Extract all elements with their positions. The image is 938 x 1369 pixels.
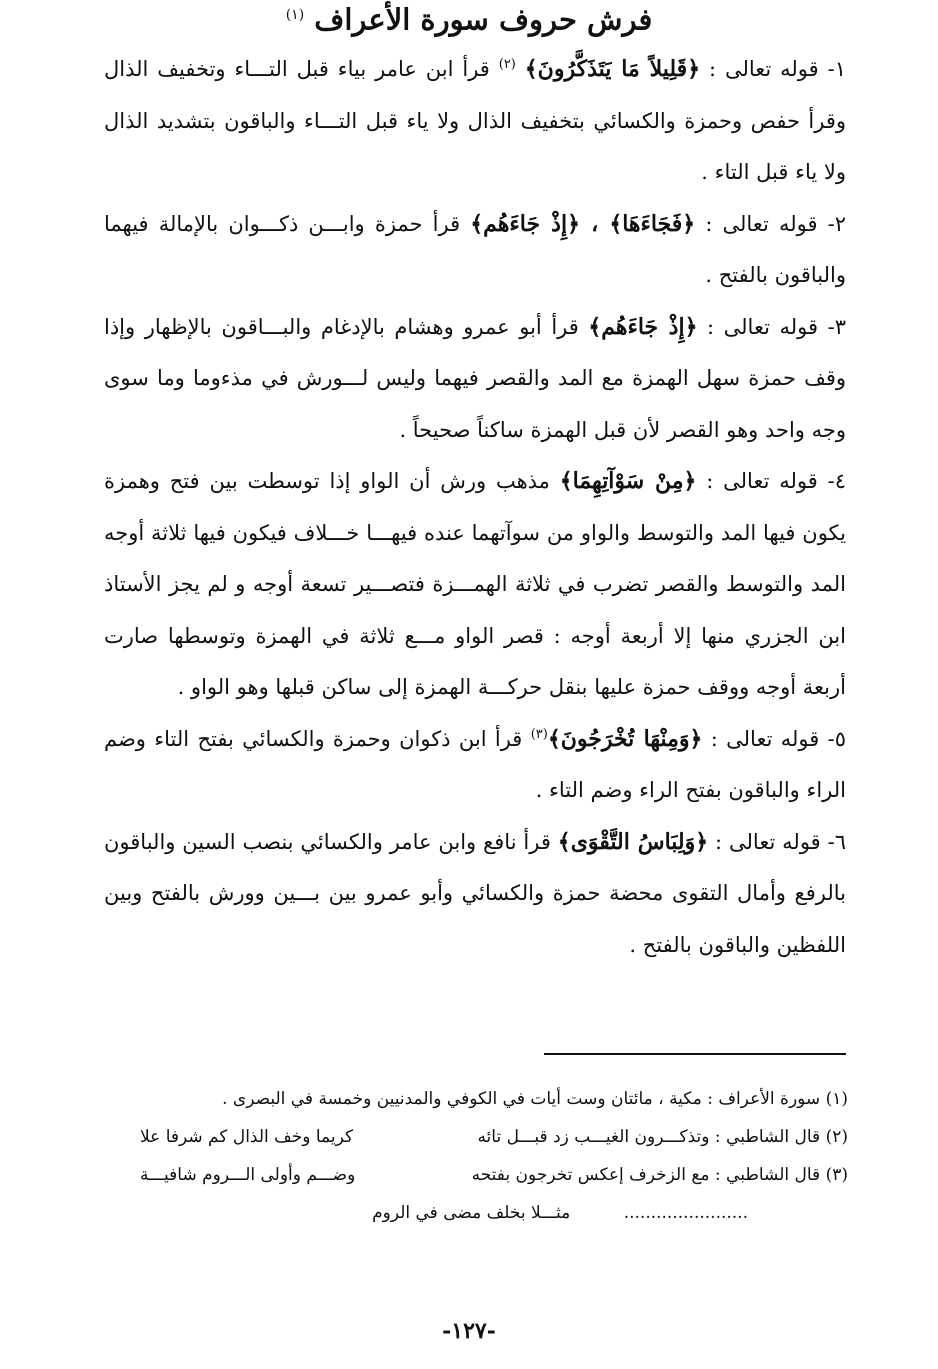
paragraph-2: [104, 199, 846, 302]
footnote-dots: .......................: [623, 1203, 748, 1223]
paragraph-5: [104, 714, 846, 817]
paragraph-prefix: ٢- قوله تعالى :: [695, 211, 847, 236]
quran-quote: ﴿وَلِبَاسُ التَّقْوَى﴾: [557, 828, 709, 855]
quran-quote: ﴿مِنْ سَوْآتِهِمَا﴾: [559, 468, 697, 494]
footnote-2: [140, 1118, 848, 1156]
quran-quote: ﴿وَمِنْهَا تُخْرَجُونَ﴾: [547, 725, 703, 752]
footnote-text: (١) سورة الأعراف : مكية ، مائتان وست أيات في الكوفي والمدنيين وخمسة في البصرى .: [222, 1089, 848, 1109]
footnotes: [140, 1080, 848, 1232]
quran-quote: ﴿إِذْ جَاءَهُم﴾: [588, 313, 698, 340]
paragraph-prefix: ٦- قوله تعالى :: [708, 829, 846, 854]
paragraph-prefix: ٣- قوله تعالى :: [697, 314, 846, 339]
paragraph-text: قرأ أبو عمرو وهشام بالإدغام والبـــاقون بالإظهار وإذا وقف حمزة سهل الهمزة مع المد والقصر فيهما وليس لـــورش في مذءوما وما سوى وجه واحد وهو القصر لأن قبل الهمزة ساكناً صحيحاً .: [104, 314, 846, 442]
paragraph-text: قرأ ابن ذكوان وحمزة والكسائي بفتح التاء وضم الراء والباقون بفتح الراء وضم التاء .: [104, 726, 846, 802]
paragraph-text: قرأ نافع وابن عامر والكسائي بنصب السين والباقون بالرفع وأمال التقوى محضة حمزة والكسائي وأبو عمرو بين بـــين وورش بالفتح وبين اللفظين والباقون بالفتح .: [104, 829, 846, 957]
paragraph-6: [104, 817, 846, 972]
paragraph-4: [104, 456, 846, 714]
page-number: -١٢٧-: [442, 1318, 496, 1344]
paragraph-1: [104, 44, 846, 199]
footnote-text: (٣) قال الشاطبي : مع الزخرف إعكس تخرجون بفتحه: [471, 1165, 848, 1185]
footnote-verse-second-half: وضـــم وأولى الـــروم شافيـــة: [140, 1165, 356, 1185]
footnote-verse-second-half: كريما وخف الذال كم شرفا علا: [140, 1127, 354, 1147]
paragraph-prefix: ١- قوله تعالى :: [700, 57, 846, 81]
footnote-text: (٢) قال الشاطبي : وتذكـــرون الغيـــب زد قبـــل تائه: [477, 1127, 848, 1147]
paragraph-text: قرأ ابن عامر بياء قبل التـــاء وتخفيف الذال وقرأ حفص وحمزة والكسائي بتخفيف الذال ولا ياء قبل التـــاء والباقون بتشديد الذال ولا ياء قبل التاء .: [104, 57, 846, 184]
quran-quote: ﴿قَلِيلاً مَا يَتَذَكَّرُونَ﴾: [524, 56, 701, 82]
paragraph-text: مذهب ورش أن الواو إذا توسطت بين فتح وهمزة يكون فيها المد والتوسط والواو من سوآتهما عنده فيهـــا خـــلاف فيكون فيها ثلاثة أوجه المد والتوسط والقصر تضرب في ثلاثة الهمـــزة فتصـــير تسعة أوجه و لم يجز الأستاذ ابن الجزري منها إلا أربعة أوجه : قصر الواو مـــع ثلاثة في الهمزة وتوسطها صارت أربعة أوجه ووقف حمزة عليها بنقل حركـــة الهمزة إلى ساكن قبلها وهو الواو .: [104, 469, 846, 699]
title-footnote-ref: (١): [285, 7, 305, 23]
footnote-separator: [544, 1053, 846, 1055]
section-title: [0, 0, 938, 37]
section-title-text: فرش حروف سورة الأعراف: [314, 2, 653, 37]
paragraph-prefix: ٤- قوله تعالى :: [696, 469, 846, 493]
paragraph-prefix: ٥- قوله تعالى :: [702, 726, 847, 751]
paragraph-text: قرأ حمزة وابـــن ذكـــوان بالإمالة فيهما والباقون بالفتح .: [104, 211, 846, 287]
footnote-3-continuation: [140, 1194, 848, 1232]
main-text: [104, 44, 846, 971]
footnote-ref: (٢): [498, 57, 516, 72]
paragraph-3: [104, 302, 846, 457]
quran-quote: ﴿فَجَاءَهَا﴾ ، ﴿إِذْ جَاءَهُم﴾: [470, 210, 696, 237]
footnote-verse-line: مثـــلا بخلف مضى في الروم: [372, 1203, 571, 1223]
footnote-ref: (٣): [530, 726, 548, 742]
footnote-3: [140, 1156, 848, 1194]
footnote-1: [140, 1080, 848, 1118]
